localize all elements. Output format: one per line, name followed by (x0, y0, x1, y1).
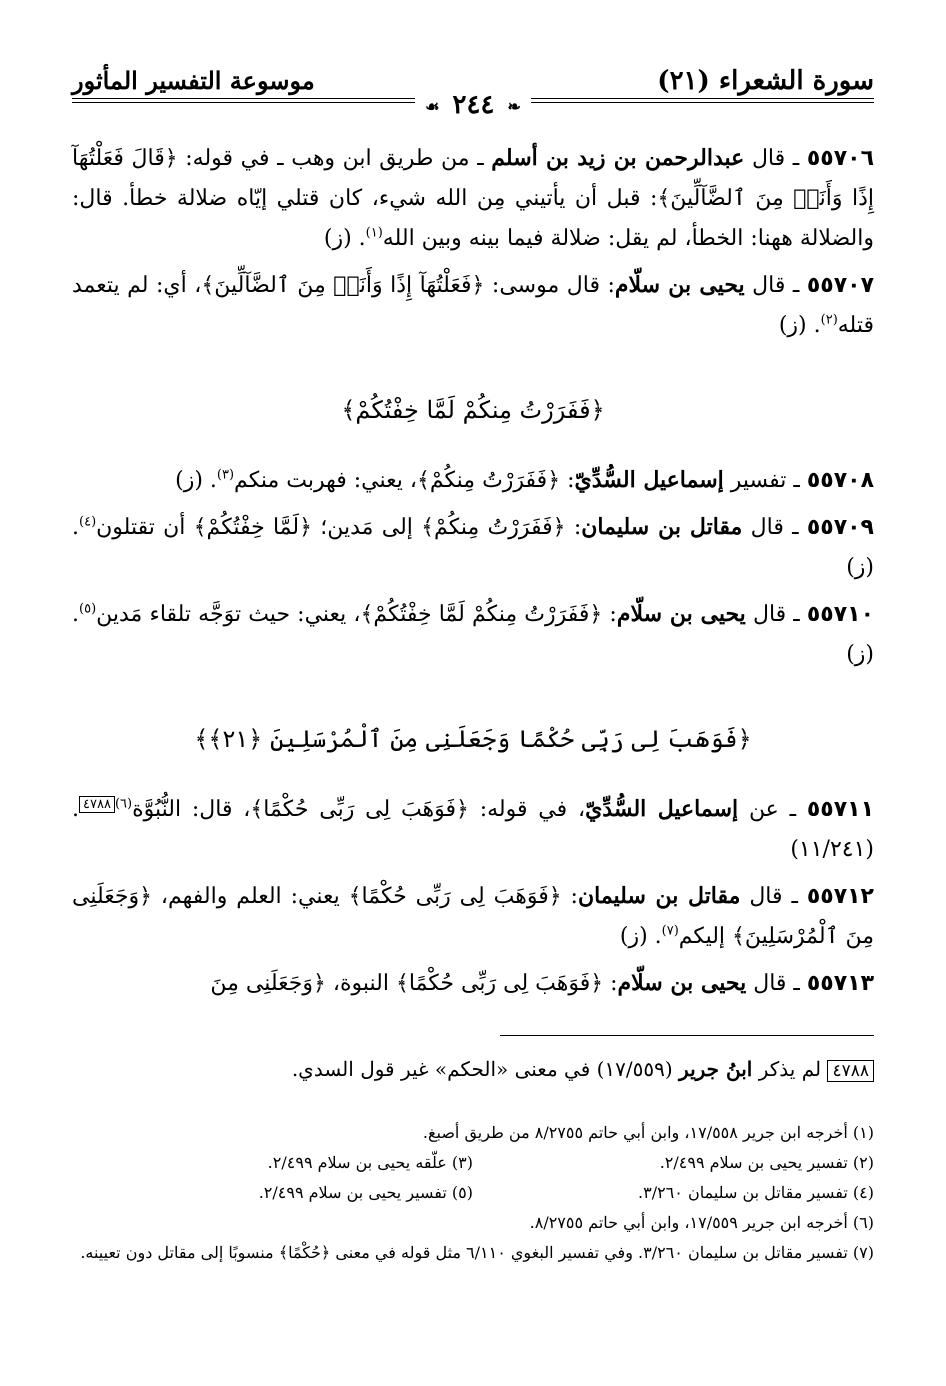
entry (72, 594, 874, 675)
page-number: ٢٤٤ (452, 90, 495, 120)
entry-tag: . (ز) (778, 313, 821, 338)
entry-pre: ـ عن (748, 797, 797, 822)
entry-number: ٥٥٧٠٩ (806, 515, 874, 540)
entry-body: : قال موسى: ﴿فَعَلْتُهَآ إِذًا وَأَنَا۠ مِنَ ٱلضَّآلِّينَ﴾، أي: لم يتعمد قتله (72, 273, 874, 338)
footnote-ref: (٢) (820, 312, 838, 328)
footnote-ref: (٤) (79, 514, 97, 530)
book-title: موسوعة التفسير المأثور (72, 66, 315, 95)
footnote-separator (500, 1035, 874, 1036)
footnote-ref: (٣) (216, 467, 235, 483)
entry-body: : ﴿فَوَهَبَ لِى رَبِّى حُكْمًا﴾ يعني: العلم والفهم، ﴿وَجَعَلَنِى مِنَ ٱلْمُرْسَلِينَ﴾ إليكم (72, 884, 874, 949)
narrator-name: يحيى بن سلّام (614, 272, 745, 298)
footnote-4: (٤) تفسير مقاتل بن سليمان ٣/٢٦٠. (638, 1183, 874, 1202)
entry (72, 507, 874, 588)
entry-pre: ـ قال (753, 971, 800, 996)
footnote-ref: (١) (365, 225, 383, 241)
footnote-6: (٦) أخرجه ابن جرير ١٧/٥٥٩، وابن أبي حاتم ٨/٢٧٥٥. (529, 1213, 874, 1232)
note-text: (١٧/٥٥٩) في معنى «الحكم» غير قول السدي. (291, 1057, 673, 1081)
entry-tag: . (١١/٢٤١) (72, 797, 874, 862)
page-number-block (415, 90, 531, 120)
entry (72, 460, 874, 501)
footnote-row (72, 1178, 874, 1208)
note-number-box: ٤٧٨٨ (827, 1060, 874, 1082)
entry-body: : ﴿فَفَرَرْتُ مِنكُمْ﴾ إلى مَدين؛ ﴿لَمَّا خِفْتُكُمْ﴾ أن تقتلون (96, 515, 582, 540)
ornament-icon: ☙ (425, 96, 440, 116)
footnote-5: (٥) تفسير يحيى بن سلام ٢/٤٩٩. (258, 1183, 473, 1202)
note-name: ابنُ جرير (679, 1057, 753, 1081)
footnote-ref: (٦) (114, 796, 133, 812)
narrator-name: يحيى بن سلّام (616, 601, 746, 627)
quran-verse-heading: ﴿فَفَرَرْتُ مِنكُمْ لَمَّا خِفْتُكُمْ﴾ (341, 396, 605, 424)
entry (72, 876, 874, 957)
footnotes (72, 1118, 874, 1268)
main-text (72, 138, 874, 1010)
entry-tag: . (ز) (175, 468, 217, 493)
narrator-name: مقاتل بن سليمان (581, 514, 743, 540)
entry-tag: . (ز) (619, 924, 662, 949)
surah-title: سورة الشعراء (٢١) (657, 66, 874, 96)
narrator-name: إسماعيل السُّدِّيّ (585, 796, 739, 822)
entry-number: ٥٥٧١٣ (806, 971, 874, 996)
cross-reference-box: ٤٧٨٨ (79, 796, 115, 813)
entry-number: ٥٥٧١٢ (806, 884, 874, 909)
narrator-name: عبدالرحمن بن زيد بن أسلم (491, 145, 745, 171)
entry-pre: ـ قال (751, 146, 800, 171)
entry (72, 138, 874, 259)
entry-tag: . (ز) (323, 226, 366, 251)
ornament-icon: ❧ (507, 96, 521, 116)
footnote-row (72, 1148, 874, 1178)
entry-number: ٥٥٧٠٧ (806, 273, 875, 298)
footnote-ref: (٧) (661, 923, 679, 939)
entry-number: ٥٥٧١٠ (806, 602, 875, 627)
entry-pre: ـ قال (752, 273, 800, 298)
entry-pre: ـ قال (749, 884, 798, 909)
entry-number: ٥٥٧٠٦ (806, 146, 874, 171)
entry (72, 265, 874, 346)
entry-tag: . (ز) (72, 602, 874, 667)
entry-body: : ﴿فَفَرَرْتُ مِنكُمْ لَمَّا خِفْتُكُمْ﴾، يعني: حيث توَجَّه تلقاء مَدين (96, 602, 617, 627)
entry-body: : ﴿فَفَرَرْتُ مِنكُمْ﴾، يعني: فهربت منكم (234, 468, 575, 493)
footnote-1: (١) أخرجه ابن جرير ١٧/٥٥٨، وابن أبي حاتم ٨/٢٧٥٥ من طريق أصبغ. (422, 1123, 874, 1142)
entry-pre: ـ تفسير (730, 468, 800, 493)
quran-verse-heading: ﴿فَوَهَبَ لِى رَبِّى حُكْمًا وَجَعَلَنِى مِنَ ٱلْمُرْسَلِينَ ﴿٢١﴾﴾ (194, 725, 752, 753)
footnote-ref: (٥) (79, 601, 97, 617)
entry-number: ٥٥٧١١ (806, 797, 874, 822)
entry-number: ٥٥٧٠٨ (806, 468, 874, 493)
narrator-name: يحيى بن سلّام (617, 970, 747, 996)
entry (72, 789, 874, 870)
entry-tag: . (ز) (72, 515, 874, 580)
editor-note (72, 1050, 874, 1088)
entry-body: ، في قوله: ﴿فَوَهَبَ لِى رَبِّى حُكْمًا﴾، قال: النُّبُوَّة (132, 797, 586, 822)
page-number-wrap (0, 90, 946, 118)
note-pre: لم يذكر (758, 1057, 822, 1081)
footnote-3: (٣) علّقه يحيى بن سلام ٢/٤٩٩. (267, 1153, 473, 1172)
entry-body: ـ من طريق ابن وهب ـ في قوله: ﴿قَالَ فَعَلْتُهَآ إِذًا وَأَنَا۠ مِنَ ٱلضَّآلِّينَ﴾: قبل أن يأتيني مِن الله شيء، كان قتلي إيّاه ضلالة خطأ. قال: والضلالة ههنا: الخطأ، لم يقل: ضلالة فيما بينه وبين الله (72, 146, 874, 251)
narrator-name: إسماعيل السُّدِّيّ (574, 467, 724, 493)
entry-pre: ـ قال (752, 602, 800, 627)
narrator-name: مقاتل بن سليمان (577, 883, 741, 909)
entry (72, 963, 874, 1004)
footnote-7: (٧) تفسير مقاتل بن سليمان ٣/٢٦٠. وفي تفسير البغوي ٦/١١٠ مثل قوله في معنى ﴿حُكْمًا﴾ منسوبًا إلى مقاتل دون تعيينه. (80, 1243, 874, 1262)
footnote-2: (٢) تفسير يحيى بن سلام ٢/٤٩٩. (659, 1153, 874, 1172)
entry-body: : ﴿فَوَهَبَ لِى رَبِّى حُكْمًا﴾ النبوة، ﴿وَجَعَلَنِى مِنَ (210, 971, 618, 996)
entry-pre: ـ قال (750, 515, 799, 540)
